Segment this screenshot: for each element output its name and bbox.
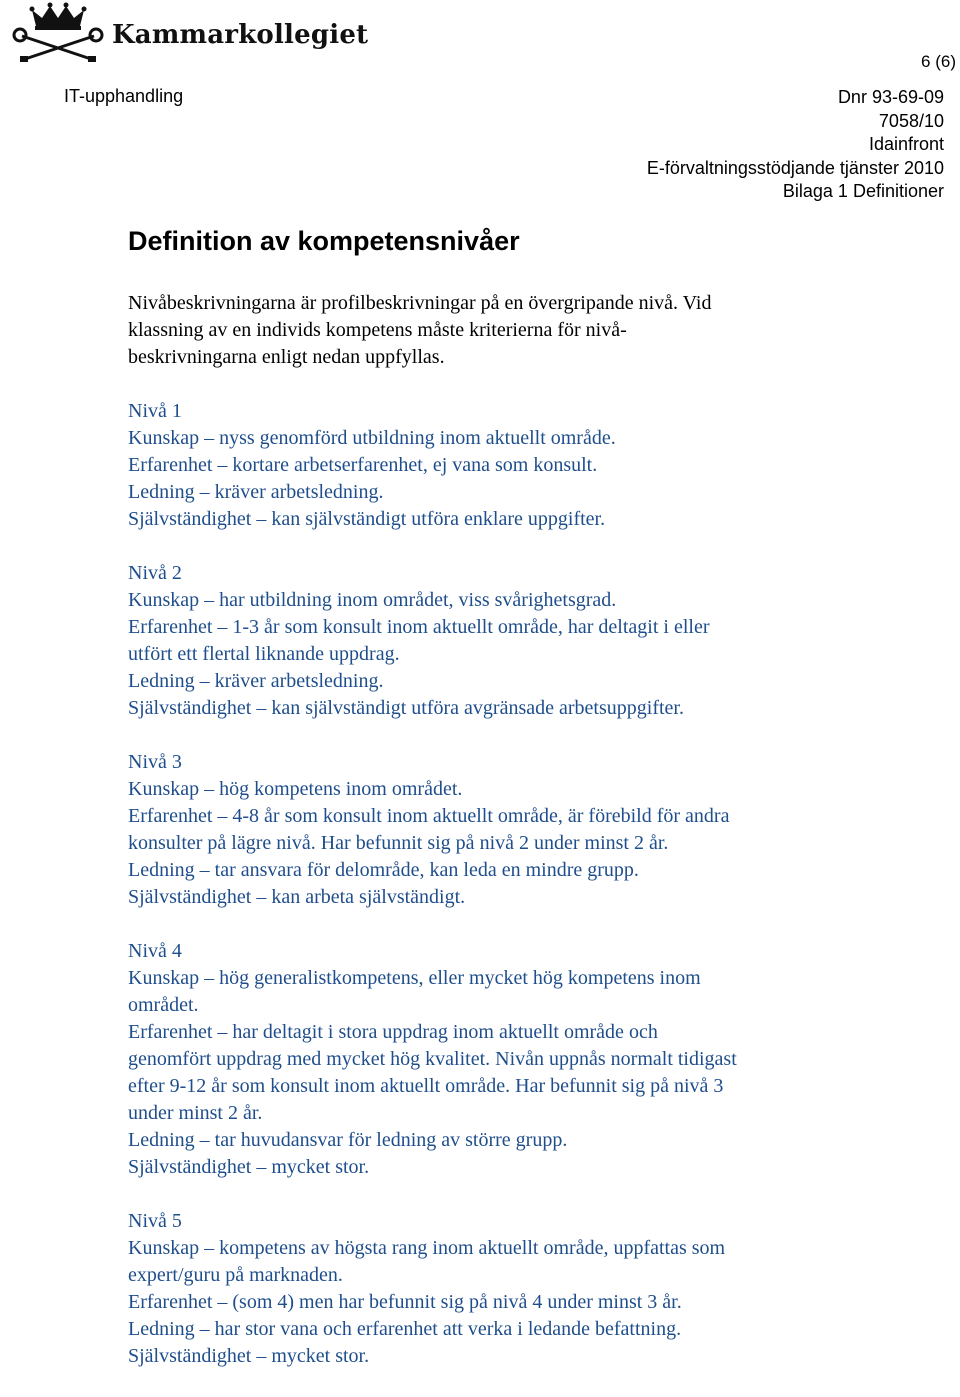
level-line: Kunskap – nyss genomförd utbildning inom aktuellt område. [128,427,616,449]
level-heading: Nivå 3 [128,751,182,773]
document-title: Definition av kompetensnivåer [128,226,520,256]
level-1-section [128,398,858,533]
level-line: genomfört uppdrag med mycket hög kvalitet. Nivån uppnås normalt tidigast [128,1048,737,1070]
level-line: efter 9-12 år som konsult inom aktuellt område. Har befunnit sig på nivå 3 [128,1075,724,1097]
level-4-section [128,938,858,1181]
level-line: konsulter på lägre nivå. Har befunnit sig på nivå 2 under minst 2 år. [128,832,669,854]
level-line: Ledning – kräver arbetsledning. [128,481,384,503]
level-line: Erfarenhet – kortare arbetserfarenhet, ej vana som konsult. [128,454,598,476]
header-reference-line: 7058/10 [878,110,944,131]
level-line: området. [128,994,199,1016]
level-line: utfört ett flertal liknande uppdrag. [128,643,400,665]
intro-line: beskrivningarna enligt nedan uppfyllas. [128,346,445,368]
level-heading: Nivå 1 [128,400,182,422]
level-line: Ledning – tar ansvara för delområde, kan leda en mindre grupp. [128,859,639,881]
level-2-section [128,560,858,722]
page-number: 6 (6) [921,52,956,71]
intro-line: Nivåbeskrivningarna är profilbeskrivningar på en övergripande nivå. Vid [128,292,712,314]
level-line: Kunskap – kompetens av högsta rang inom aktuellt område, uppfattas som [128,1237,726,1259]
header-reference-line: E-förvaltningsstödjande tjänster 2010 [646,157,944,178]
intro-paragraph [128,290,858,371]
level-line: Självständighet – kan självständigt utföra enklare uppgifter. [128,508,606,530]
level-heading: Nivå 5 [128,1210,182,1232]
level-line: Självständighet – kan självständigt utföra avgränsade arbetsuppgifter. [128,697,684,719]
level-line: Erfarenhet – 4-8 år som konsult inom aktuellt område, är förebild för andra [128,805,730,827]
header-reference-block [647,86,944,204]
kammarkollegiet-logo [8,2,369,64]
document-body [128,290,858,1397]
level-line: Kunskap – har utbildning inom området, viss svårighetsgrad. [128,589,617,611]
level-line: Ledning – kräver arbetsledning. [128,670,384,692]
crown-keys-icon [8,2,108,64]
level-line: Ledning – har stor vana och erfarenhet att verka i ledande befattning. [128,1318,682,1340]
header-reference-line: Idainfront [868,134,944,154]
level-line: Självständighet – kan arbeta självständigt. [128,886,466,908]
level-line: Självständighet – mycket stor. [128,1156,370,1178]
level-line: Erfarenhet – har deltagit i stora uppdrag inom aktuellt område och [128,1021,658,1043]
level-3-section [128,749,858,911]
header-reference-line: Bilaga 1 Definitioner [782,181,944,201]
level-line: Ledning – tar huvudansvar för ledning av större grupp. [128,1129,568,1151]
level-line: Kunskap – hög kompetens inom området. [128,778,463,800]
level-5-section [128,1208,858,1370]
level-line: Kunskap – hög generalistkompetens, eller mycket hög kompetens inom [128,967,701,989]
level-line: Självständighet – mycket stor. [128,1345,370,1367]
intro-line: klassning av en individs kompetens måste kriterierna för nivå- [128,319,627,341]
logo-text: Kammarkollegiet [112,20,369,50]
header-left-label: IT-upphandling [64,86,184,106]
level-line: expert/guru på marknaden. [128,1264,343,1286]
header-reference-line: Dnr 93-69-09 [837,87,944,107]
level-heading: Nivå 4 [128,940,182,962]
level-line: under minst 2 år. [128,1102,263,1124]
level-line: Erfarenhet – 1-3 år som konsult inom aktuellt område, har deltagit i eller [128,616,710,638]
level-line: Erfarenhet – (som 4) men har befunnit sig på nivå 4 under minst 3 år. [128,1291,682,1313]
level-heading: Nivå 2 [128,562,182,584]
